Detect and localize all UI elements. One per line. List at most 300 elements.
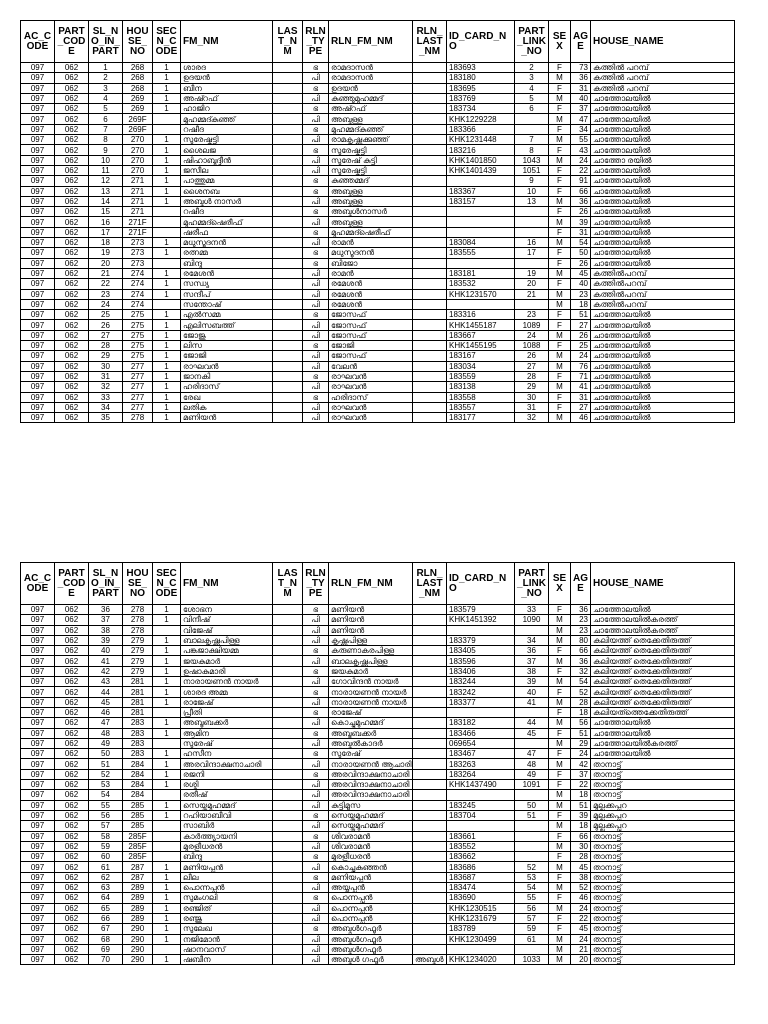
table-cell: 097: [21, 124, 55, 134]
table-cell: 54: [515, 883, 549, 893]
table-cell: 062: [55, 625, 89, 635]
table-cell: 26: [89, 320, 123, 330]
table-cell: F: [549, 893, 571, 903]
table-cell: 097: [21, 351, 55, 361]
table-cell: ജയകുമാർ: [329, 666, 413, 676]
table-cell: ചാത്തോലയിൽ: [591, 718, 735, 728]
table-cell: 097: [21, 800, 55, 810]
table-cell: 55: [515, 893, 549, 903]
table-row: [21, 769, 735, 779]
table-cell: 26: [571, 330, 591, 340]
voter-list-sheet-2: [20, 562, 734, 965]
table-cell: 097: [21, 382, 55, 392]
table-cell: 1: [153, 238, 181, 248]
table-cell: F: [549, 227, 571, 237]
table-cell: 062: [55, 677, 89, 687]
column-header: RLN_LAST_NM: [413, 563, 447, 605]
table-cell: [273, 666, 303, 676]
table-cell: സുരേഷ് കുട്ടി: [329, 155, 413, 165]
table-cell: 37: [571, 104, 591, 114]
table-row: [21, 625, 735, 635]
table-cell: M: [549, 217, 571, 227]
table-cell: 273: [123, 258, 153, 268]
table-cell: 097: [21, 893, 55, 903]
table-cell: [273, 615, 303, 625]
table-row: [21, 73, 735, 83]
table-cell: 91: [571, 176, 591, 186]
table-cell: ചാത്തോലയിൽ: [591, 114, 735, 124]
table-cell: 097: [21, 955, 55, 965]
table-cell: [413, 73, 447, 83]
table-cell: 41: [571, 382, 591, 392]
column-header: RLN_FM_NM: [329, 563, 413, 605]
table-cell: 062: [55, 114, 89, 124]
table-cell: 183667: [447, 330, 515, 340]
table-cell: 097: [21, 83, 55, 93]
table-cell: 34: [89, 402, 123, 412]
table-cell: 097: [21, 207, 55, 217]
table-cell: 1: [153, 248, 181, 258]
table-cell: വിജേഷ്: [181, 625, 273, 635]
table-cell: F: [549, 646, 571, 656]
table-cell: 183377: [447, 697, 515, 707]
table-cell: ഭ: [303, 341, 329, 351]
table-cell: 183559: [447, 371, 515, 381]
table-cell: 20: [515, 279, 549, 289]
table-cell: പി: [303, 351, 329, 361]
table-cell: ഭ: [303, 145, 329, 155]
table-cell: F: [549, 687, 571, 697]
table-row: [21, 330, 735, 340]
table-cell: അബ്ദുൾ: [413, 955, 447, 965]
table-cell: 52: [571, 883, 591, 893]
table-cell: [413, 883, 447, 893]
table-cell: ജോജു: [181, 330, 273, 340]
table-cell: 062: [55, 63, 89, 73]
table-cell: 097: [21, 392, 55, 402]
table-cell: 183466: [447, 728, 515, 738]
table-row: [21, 790, 735, 800]
table-cell: 49: [515, 769, 549, 779]
table-cell: 097: [21, 862, 55, 872]
table-cell: 062: [55, 186, 89, 196]
table-cell: M: [549, 955, 571, 965]
column-header: HOUSE_NAME: [591, 563, 735, 605]
table-cell: അരവിന്ദാക്ഷനാചാരി: [329, 769, 413, 779]
table-cell: 062: [55, 104, 89, 114]
table-cell: [273, 196, 303, 206]
table-cell: 29: [571, 738, 591, 748]
table-cell: 34: [515, 635, 549, 645]
table-cell: 062: [55, 697, 89, 707]
table-cell: 097: [21, 330, 55, 340]
table-row: [21, 872, 735, 882]
table-cell: 275: [123, 330, 153, 340]
column-header: HOUSE_NAME: [591, 21, 735, 63]
table-cell: [447, 821, 515, 831]
table-cell: കലിയത്ത് തെക്കേതിരുത്ത്: [591, 666, 735, 676]
table-cell: താനാട്ട്: [591, 862, 735, 872]
table-cell: KHK1451392: [447, 615, 515, 625]
table-cell: കലിയത്ത് തെക്കേതിരുത്ത്: [591, 635, 735, 645]
table-cell: 1: [153, 718, 181, 728]
table-cell: കുഞ്ഞുമുഹമ്മദ്: [329, 93, 413, 103]
table-cell: 36: [571, 656, 591, 666]
table-cell: [413, 749, 447, 759]
table-cell: [273, 268, 303, 278]
table-cell: പി: [303, 821, 329, 831]
table-cell: 062: [55, 155, 89, 165]
column-header: ID_CARD_NO: [447, 563, 515, 605]
table-row: [21, 810, 735, 820]
table-cell: രാഘവൻ: [329, 402, 413, 412]
table-cell: [413, 605, 447, 615]
table-cell: 183579: [447, 605, 515, 615]
table-cell: [273, 341, 303, 351]
table-cell: മധുസൂദനൻ: [181, 238, 273, 248]
table-cell: 21: [515, 289, 549, 299]
table-cell: 289: [123, 893, 153, 903]
table-cell: [273, 186, 303, 196]
table-cell: M: [549, 114, 571, 124]
table-cell: F: [549, 852, 571, 862]
table-cell: [515, 299, 549, 309]
table-cell: 68: [89, 934, 123, 944]
table-cell: [413, 176, 447, 186]
table-cell: ഹസീന: [181, 749, 273, 759]
table-cell: 062: [55, 176, 89, 186]
table-cell: 35: [89, 413, 123, 423]
table-cell: M: [549, 883, 571, 893]
table-cell: 069654: [447, 738, 515, 748]
table-cell: രാമൻ: [329, 268, 413, 278]
table-cell: പി: [303, 913, 329, 923]
table-cell: 278: [123, 625, 153, 635]
table-cell: 062: [55, 635, 89, 645]
table-cell: 273: [123, 238, 153, 248]
table-cell: 3: [89, 83, 123, 93]
table-cell: [273, 83, 303, 93]
table-cell: 50: [571, 248, 591, 258]
table-cell: 27: [571, 402, 591, 412]
table-cell: 41: [515, 697, 549, 707]
table-cell: 097: [21, 217, 55, 227]
table-cell: 1043: [515, 155, 549, 165]
table-cell: ഭ: [303, 124, 329, 134]
table-cell: [515, 852, 549, 862]
table-cell: 268: [123, 73, 153, 83]
table-cell: 183181: [447, 268, 515, 278]
table-cell: M: [549, 677, 571, 687]
table-cell: F: [549, 145, 571, 155]
table-cell: [413, 217, 447, 227]
table-cell: [273, 759, 303, 769]
table-cell: 097: [21, 258, 55, 268]
table-cell: F: [549, 165, 571, 175]
table-cell: 17: [515, 248, 549, 258]
table-cell: [273, 821, 303, 831]
table-cell: [413, 769, 447, 779]
table-cell: [273, 862, 303, 872]
table-cell: 51: [515, 810, 549, 820]
table-row: [21, 666, 735, 676]
table-cell: 271F: [123, 227, 153, 237]
table-cell: പി: [303, 738, 329, 748]
table-cell: 22: [571, 913, 591, 923]
table-cell: ഭ: [303, 769, 329, 779]
table-cell: അബ്ദുൾഗഫൂർ: [329, 924, 413, 934]
table-cell: 20: [89, 258, 123, 268]
table-cell: [153, 299, 181, 309]
table-cell: 1: [153, 893, 181, 903]
table-cell: 097: [21, 944, 55, 954]
table-cell: ഭ: [303, 707, 329, 717]
table-cell: 097: [21, 63, 55, 73]
table-cell: 183693: [447, 63, 515, 73]
table-cell: ശൈനബ: [181, 186, 273, 196]
table-cell: പൊന്നപ്പൻ: [329, 903, 413, 913]
table-cell: [273, 176, 303, 186]
table-cell: 71: [571, 371, 591, 381]
table-cell: ഭ: [303, 258, 329, 268]
table-cell: 097: [21, 687, 55, 697]
table-cell: 183084: [447, 238, 515, 248]
table-cell: 062: [55, 810, 89, 820]
table-cell: 1: [153, 780, 181, 790]
table-cell: മുല്ലക്കപ്പറ: [591, 800, 735, 810]
table-row: [21, 371, 735, 381]
table-cell: 1: [153, 176, 181, 186]
table-cell: 270: [123, 135, 153, 145]
table-cell: 285F: [123, 841, 153, 851]
table-cell: [413, 413, 447, 423]
table-cell: 45: [89, 697, 123, 707]
table-cell: 42: [89, 666, 123, 676]
table-cell: 183264: [447, 769, 515, 779]
table-cell: [273, 831, 303, 841]
table-cell: 67: [89, 924, 123, 934]
table-row: [21, 635, 735, 645]
table-cell: മുരളീധരൻ: [329, 852, 413, 862]
table-cell: 183789: [447, 924, 515, 934]
table-cell: 183474: [447, 883, 515, 893]
table-cell: 097: [21, 371, 55, 381]
table-cell: ജോജി: [181, 351, 273, 361]
table-cell: ചാത്തോലയിൽകരത്ത്: [591, 625, 735, 635]
table-cell: 39: [571, 810, 591, 820]
table-cell: 097: [21, 769, 55, 779]
table-cell: 1: [153, 924, 181, 934]
table-cell: ഭ: [303, 176, 329, 186]
table-cell: 26: [571, 258, 591, 268]
table-cell: പി: [303, 217, 329, 227]
table-cell: 1: [153, 145, 181, 155]
table-cell: [273, 299, 303, 309]
table-cell: 062: [55, 217, 89, 227]
table-cell: 1: [153, 605, 181, 615]
table-cell: പ്രീതി: [181, 707, 273, 717]
table-row: [21, 955, 735, 965]
table-cell: 097: [21, 728, 55, 738]
table-cell: ചാത്തോലയിൽ: [591, 728, 735, 738]
table-cell: KHK1230515: [447, 903, 515, 913]
table-cell: 062: [55, 944, 89, 954]
table-cell: 51: [89, 759, 123, 769]
table-cell: [413, 310, 447, 320]
table-cell: KHK1455187: [447, 320, 515, 330]
table-cell: 269: [123, 104, 153, 114]
table-cell: [153, 738, 181, 748]
table-cell: 54: [571, 677, 591, 687]
table-cell: [413, 893, 447, 903]
table-cell: [413, 93, 447, 103]
table-cell: കൃഷ്ണപിള്ള: [329, 635, 413, 645]
table-cell: [413, 104, 447, 114]
table-cell: പി: [303, 934, 329, 944]
table-cell: F: [549, 124, 571, 134]
table-cell: 34: [571, 124, 591, 134]
table-cell: 290: [123, 944, 153, 954]
column-header: AC_CODE: [21, 21, 55, 63]
table-cell: 46: [89, 707, 123, 717]
table-cell: സുലേഖ: [181, 924, 273, 934]
table-cell: സെയ്തുമുഹമ്മദ്: [329, 810, 413, 820]
table-cell: 283: [123, 738, 153, 748]
table-cell: [273, 155, 303, 165]
table-cell: അബ്ദുൾനാസർ: [329, 207, 413, 217]
table-cell: [273, 728, 303, 738]
table-cell: 31: [571, 83, 591, 93]
table-cell: KHK1437490: [447, 780, 515, 790]
table-cell: പി: [303, 800, 329, 810]
table-cell: 278: [123, 413, 153, 423]
table-cell: 25: [89, 310, 123, 320]
table-row: [21, 687, 735, 697]
table-cell: 1051: [515, 165, 549, 175]
table-cell: സന്ദീപ്: [181, 289, 273, 299]
table-cell: 062: [55, 821, 89, 831]
table-row: [21, 749, 735, 759]
table-cell: 097: [21, 821, 55, 831]
table-cell: 183467: [447, 749, 515, 759]
table-cell: [515, 227, 549, 237]
table-cell: [413, 790, 447, 800]
table-cell: 183167: [447, 351, 515, 361]
table-cell: 062: [55, 124, 89, 134]
table-cell: 287: [123, 862, 153, 872]
table-cell: കലിയത്ത് തെക്കേതിരുത്ത്: [591, 646, 735, 656]
table-cell: ചാത്തോലയിൽ: [591, 135, 735, 145]
table-cell: 097: [21, 279, 55, 289]
table-cell: [413, 124, 447, 134]
column-header: LAST_NM: [273, 563, 303, 605]
table-cell: 097: [21, 615, 55, 625]
table-cell: 062: [55, 852, 89, 862]
table-row: [21, 310, 735, 320]
table-cell: 097: [21, 135, 55, 145]
table-cell: 062: [55, 666, 89, 676]
table-cell: ഉദയൻ: [329, 83, 413, 93]
table-cell: ലതിക: [181, 402, 273, 412]
table-row: [21, 862, 735, 872]
column-header: ID_CARD_NO: [447, 21, 515, 63]
table-cell: 45: [571, 862, 591, 872]
table-cell: 1: [153, 341, 181, 351]
table-cell: കലിയത്ത് തെക്കേതിരുത്ത്: [591, 687, 735, 697]
table-cell: 1: [153, 135, 181, 145]
table-cell: 183686: [447, 862, 515, 872]
table-cell: F: [549, 258, 571, 268]
table-cell: F: [549, 728, 571, 738]
table-cell: 279: [123, 656, 153, 666]
table-cell: ഭ: [303, 728, 329, 738]
table-cell: 274: [123, 299, 153, 309]
table-cell: ചാത്തോലയിൽ: [591, 330, 735, 340]
table-cell: പി: [303, 165, 329, 175]
table-row: [21, 268, 735, 278]
column-header: FM_NM: [181, 21, 273, 63]
table-cell: [413, 268, 447, 278]
table-cell: [515, 258, 549, 268]
table-cell: 097: [21, 310, 55, 320]
table-cell: 1: [153, 615, 181, 625]
table-cell: ബിന്ദു: [181, 258, 273, 268]
table-cell: പി: [303, 93, 329, 103]
table-cell: F: [549, 63, 571, 73]
table-cell: 062: [55, 238, 89, 248]
table-cell: [273, 279, 303, 289]
table-cell: 277: [123, 392, 153, 402]
table-cell: [413, 186, 447, 196]
table-cell: F: [549, 831, 571, 841]
table-cell: 1: [153, 800, 181, 810]
table-cell: 37: [515, 656, 549, 666]
table-cell: 290: [123, 934, 153, 944]
table-cell: 183244: [447, 677, 515, 687]
column-header: RLN_TYPE: [303, 563, 329, 605]
table-cell: 062: [55, 248, 89, 258]
table-row: [21, 605, 735, 615]
table-cell: [273, 625, 303, 635]
table-cell: രതീഷ്: [181, 790, 273, 800]
table-cell: [413, 841, 447, 851]
table-row: [21, 207, 735, 217]
table-cell: 097: [21, 605, 55, 615]
table-cell: [273, 800, 303, 810]
table-cell: F: [549, 371, 571, 381]
table-cell: 062: [55, 749, 89, 759]
table-row: [21, 165, 735, 175]
table-cell: 183242: [447, 687, 515, 697]
column-header: AGE: [571, 21, 591, 63]
voter-list-sheet-1: [20, 20, 734, 423]
table-cell: [413, 687, 447, 697]
table-cell: 097: [21, 656, 55, 666]
table-cell: 062: [55, 790, 89, 800]
table-cell: 062: [55, 718, 89, 728]
table-cell: 097: [21, 341, 55, 351]
table-cell: 183662: [447, 852, 515, 862]
table-cell: ശിവരാമൻ: [329, 831, 413, 841]
table-cell: M: [549, 934, 571, 944]
table-cell: 097: [21, 73, 55, 83]
table-cell: 47: [89, 718, 123, 728]
table-cell: ചാത്തോലയിൽ: [591, 361, 735, 371]
table-cell: 097: [21, 104, 55, 114]
table-cell: ഷരീഫ: [181, 227, 273, 237]
table-cell: 59: [89, 841, 123, 851]
table-cell: [413, 361, 447, 371]
